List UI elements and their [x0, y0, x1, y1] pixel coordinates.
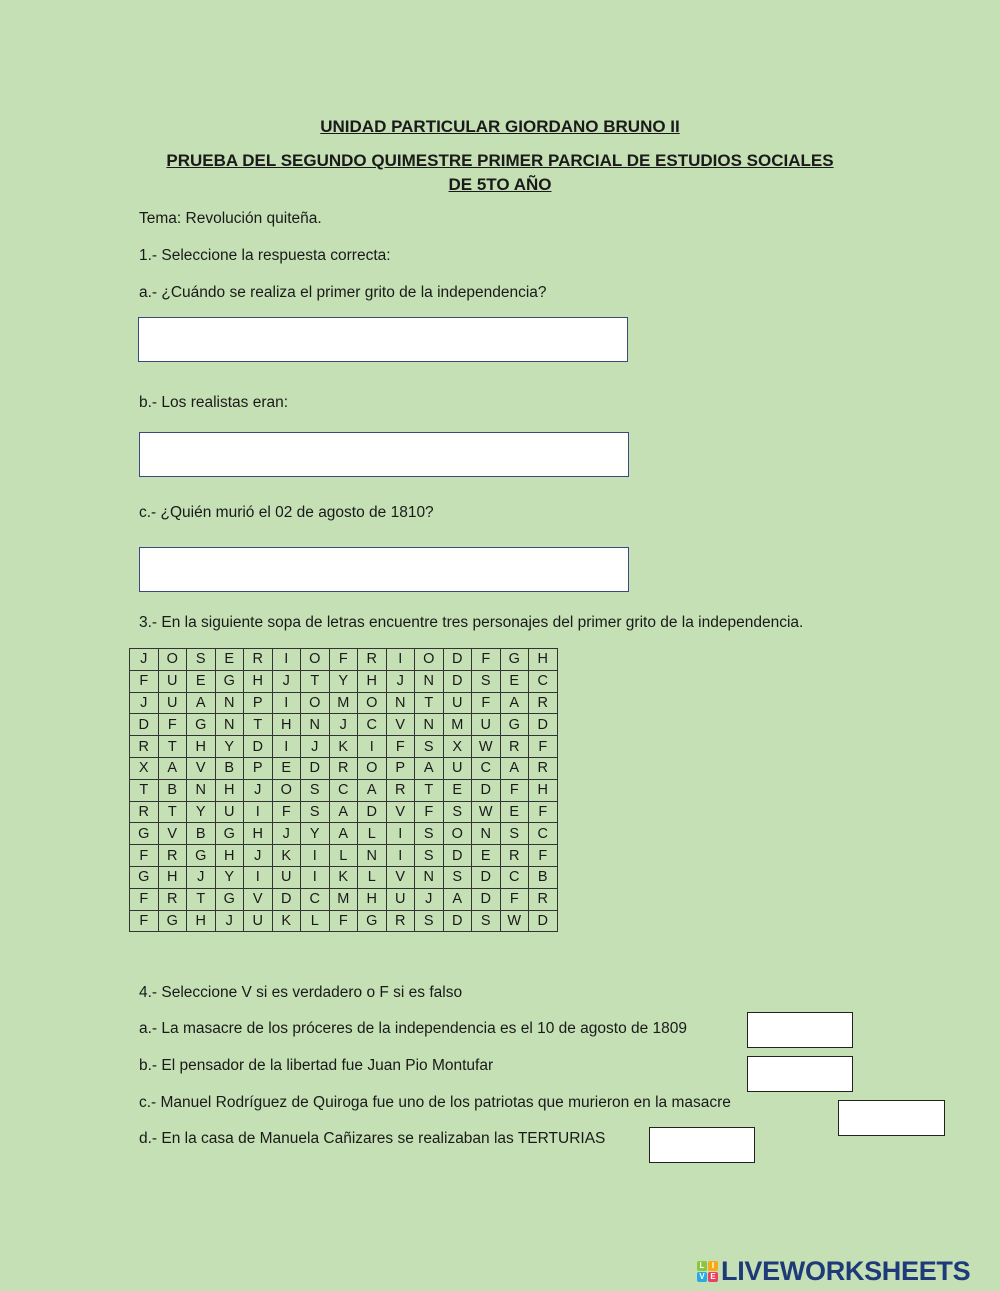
grid-cell[interactable]: H [158, 866, 187, 888]
grid-cell[interactable]: A [500, 692, 529, 714]
grid-cell[interactable]: Y [187, 801, 216, 823]
grid-cell[interactable]: J [244, 779, 273, 801]
grid-cell[interactable]: L [329, 845, 358, 867]
grid-cell[interactable]: Y [329, 670, 358, 692]
grid-cell[interactable]: T [187, 888, 216, 910]
grid-cell[interactable]: N [215, 714, 244, 736]
grid-cell[interactable]: F [415, 801, 444, 823]
grid-cell[interactable]: D [529, 910, 558, 932]
grid-cell[interactable]: C [329, 779, 358, 801]
statement-d: d.- En la casa de Manuela Cañizares se realizaban las TERTURIAS [139, 1130, 606, 1147]
grid-cell[interactable]: F [130, 845, 159, 867]
grid-cell[interactable]: L [301, 910, 330, 932]
grid-cell[interactable]: G [130, 866, 159, 888]
grid-cell[interactable]: F [158, 714, 187, 736]
grid-cell[interactable]: J [272, 823, 301, 845]
grid-cell[interactable]: U [472, 714, 501, 736]
grid-cell[interactable]: H [187, 736, 216, 758]
logo-letter-v: V [697, 1272, 707, 1282]
grid-cell[interactable]: T [130, 779, 159, 801]
grid-cell[interactable]: T [158, 801, 187, 823]
grid-cell[interactable]: F [500, 888, 529, 910]
grid-cell[interactable]: R [500, 736, 529, 758]
grid-cell[interactable]: T [158, 736, 187, 758]
grid-cell[interactable]: V [386, 714, 415, 736]
grid-row [130, 692, 558, 714]
grid-cell[interactable]: E [500, 801, 529, 823]
grid-cell[interactable]: A [500, 757, 529, 779]
grid-cell[interactable]: J [386, 670, 415, 692]
grid-cell[interactable]: H [244, 823, 273, 845]
grid-cell[interactable]: I [272, 736, 301, 758]
grid-row [130, 779, 558, 801]
grid-cell[interactable]: U [443, 757, 472, 779]
grid-cell[interactable]: C [529, 823, 558, 845]
grid-cell[interactable]: I [272, 692, 301, 714]
grid-cell[interactable]: U [386, 888, 415, 910]
grid-cell[interactable]: K [329, 866, 358, 888]
grid-cell[interactable]: U [215, 801, 244, 823]
grid-cell[interactable]: E [472, 845, 501, 867]
grid-cell[interactable]: V [386, 801, 415, 823]
logo-text: LIVEWORKSHEETS [721, 1256, 971, 1286]
grid-cell[interactable]: C [529, 670, 558, 692]
grid-cell[interactable]: I [301, 866, 330, 888]
grid-cell[interactable]: H [244, 670, 273, 692]
grid-cell[interactable]: R [329, 757, 358, 779]
grid-cell[interactable]: J [272, 670, 301, 692]
grid-cell[interactable]: H [529, 649, 558, 671]
word-search-grid[interactable] [129, 648, 558, 932]
answer-input-c[interactable] [139, 547, 629, 592]
grid-cell[interactable]: N [301, 714, 330, 736]
grid-cell[interactable]: X [130, 757, 159, 779]
logo-icon [697, 1261, 718, 1282]
grid-cell[interactable]: H [215, 845, 244, 867]
logo-letter-e: E [708, 1272, 718, 1282]
grid-cell[interactable]: I [272, 649, 301, 671]
grid-cell[interactable]: F [529, 801, 558, 823]
grid-cell[interactable]: F [329, 910, 358, 932]
grid-cell[interactable]: R [130, 801, 159, 823]
grid-cell[interactable]: S [415, 823, 444, 845]
statement-a: a.- La masacre de los próceres de la independencia es el 10 de agosto de 1809 [139, 1020, 688, 1037]
grid-cell[interactable]: B [158, 779, 187, 801]
grid-cell[interactable]: D [472, 866, 501, 888]
grid-cell[interactable]: D [443, 845, 472, 867]
grid-cell[interactable]: N [472, 823, 501, 845]
grid-cell[interactable]: U [244, 910, 273, 932]
grid-cell[interactable]: F [529, 845, 558, 867]
grid-cell[interactable]: J [215, 910, 244, 932]
grid-row [130, 823, 558, 845]
grid-cell[interactable]: P [244, 692, 273, 714]
grid-cell[interactable]: N [215, 692, 244, 714]
grid-cell[interactable]: T [301, 670, 330, 692]
section3-instruction: 3.- En la siguiente sopa de letras encuentre tres personajes del primer grito de la independencia. [139, 614, 804, 631]
grid-row [130, 866, 558, 888]
grid-cell[interactable]: R [386, 910, 415, 932]
grid-cell[interactable]: R [500, 845, 529, 867]
grid-row [130, 801, 558, 823]
question-c: c.- ¿Quién murió el 02 de agosto de 1810? [139, 504, 434, 521]
question-b: b.- Los realistas eran: [139, 394, 289, 411]
grid-row [130, 714, 558, 736]
grid-cell[interactable]: V [386, 866, 415, 888]
grid-cell[interactable]: B [215, 757, 244, 779]
question-a: a.- ¿Cuándo se realiza el primer grito de la independencia? [139, 284, 547, 301]
grid-cell[interactable]: S [415, 910, 444, 932]
exam-title-line2: DE 5TO AÑO [448, 175, 552, 194]
grid-cell[interactable]: I [386, 845, 415, 867]
grid-cell[interactable]: F [130, 670, 159, 692]
grid-cell[interactable]: S [472, 910, 501, 932]
grid-cell[interactable]: M [443, 714, 472, 736]
grid-cell[interactable]: Y [301, 823, 330, 845]
grid-cell[interactable]: R [529, 757, 558, 779]
grid-cell[interactable]: N [415, 670, 444, 692]
answer-input-a[interactable] [138, 317, 628, 362]
grid-cell[interactable]: N [187, 779, 216, 801]
grid-cell[interactable]: N [386, 692, 415, 714]
tf-input-a[interactable] [747, 1012, 853, 1048]
grid-cell[interactable]: S [472, 670, 501, 692]
grid-cell[interactable]: I [358, 736, 387, 758]
grid-cell[interactable]: A [187, 692, 216, 714]
grid-cell[interactable]: T [415, 692, 444, 714]
grid-cell[interactable]: B [529, 866, 558, 888]
grid-cell[interactable]: S [415, 736, 444, 758]
grid-cell[interactable]: H [215, 779, 244, 801]
grid-cell[interactable]: O [358, 757, 387, 779]
grid-cell[interactable]: O [301, 649, 330, 671]
grid-cell[interactable]: O [443, 823, 472, 845]
grid-row [130, 649, 558, 671]
grid-cell[interactable]: U [158, 670, 187, 692]
grid-cell[interactable]: O [158, 649, 187, 671]
grid-cell[interactable]: D [272, 888, 301, 910]
section1-instruction: 1.- Seleccione la respuesta correcta: [139, 247, 391, 264]
grid-cell[interactable]: J [301, 736, 330, 758]
grid-cell[interactable]: C [472, 757, 501, 779]
grid-cell[interactable]: F [529, 736, 558, 758]
grid-cell[interactable]: N [415, 714, 444, 736]
grid-cell[interactable]: A [329, 801, 358, 823]
grid-cell[interactable]: F [272, 801, 301, 823]
topic-label: Tema: Revolución quiteña. [139, 210, 322, 227]
grid-cell[interactable]: S [187, 649, 216, 671]
logo-letter-i: I [708, 1261, 718, 1271]
grid-cell[interactable]: W [500, 910, 529, 932]
statement-c: c.- Manuel Rodríguez de Quiroga fue uno de los patriotas que murieron en la masacre [139, 1094, 731, 1111]
grid-cell[interactable]: G [130, 823, 159, 845]
grid-cell[interactable]: D [443, 670, 472, 692]
grid-cell[interactable]: G [500, 714, 529, 736]
grid-cell[interactable]: M [329, 692, 358, 714]
grid-cell[interactable]: H [358, 670, 387, 692]
grid-cell[interactable]: R [529, 888, 558, 910]
grid-cell[interactable]: E [443, 779, 472, 801]
grid-cell[interactable]: G [358, 910, 387, 932]
grid-cell[interactable]: I [386, 649, 415, 671]
grid-cell[interactable]: D [443, 910, 472, 932]
grid-cell[interactable]: I [386, 823, 415, 845]
grid-cell[interactable]: G [158, 910, 187, 932]
grid-cell[interactable]: R [386, 779, 415, 801]
grid-cell[interactable]: V [158, 823, 187, 845]
grid-row [130, 888, 558, 910]
grid-cell[interactable]: S [443, 866, 472, 888]
grid-cell[interactable]: N [415, 866, 444, 888]
grid-row [130, 910, 558, 932]
grid-cell[interactable]: C [358, 714, 387, 736]
grid-cell[interactable]: H [187, 910, 216, 932]
grid-cell[interactable]: S [443, 801, 472, 823]
grid-cell[interactable]: J [244, 845, 273, 867]
grid-cell[interactable]: I [301, 845, 330, 867]
grid-cell[interactable]: J [329, 714, 358, 736]
grid-row [130, 845, 558, 867]
grid-cell[interactable]: K [329, 736, 358, 758]
grid-row [130, 736, 558, 758]
grid-cell[interactable]: A [358, 779, 387, 801]
school-title: UNIDAD PARTICULAR GIORDANO BRUNO II [320, 117, 680, 136]
grid-cell[interactable]: F [472, 692, 501, 714]
grid-cell[interactable]: R [529, 692, 558, 714]
grid-cell[interactable]: L [358, 866, 387, 888]
liveworksheets-logo [697, 1256, 970, 1287]
grid-cell[interactable]: F [130, 910, 159, 932]
grid-cell[interactable]: S [500, 823, 529, 845]
grid-cell[interactable]: V [244, 888, 273, 910]
grid-cell[interactable]: G [187, 714, 216, 736]
grid-cell[interactable]: S [301, 779, 330, 801]
grid-cell[interactable]: A [415, 757, 444, 779]
grid-cell[interactable]: G [215, 670, 244, 692]
grid-cell[interactable]: F [500, 779, 529, 801]
grid-cell[interactable]: X [443, 736, 472, 758]
grid-cell[interactable]: R [244, 649, 273, 671]
grid-cell[interactable]: G [215, 823, 244, 845]
grid-cell[interactable]: G [215, 888, 244, 910]
grid-cell[interactable]: F [130, 888, 159, 910]
grid-cell[interactable]: O [358, 692, 387, 714]
grid-cell[interactable]: J [130, 692, 159, 714]
grid-cell[interactable]: V [187, 757, 216, 779]
grid-cell[interactable]: S [301, 801, 330, 823]
exam-title-line1: PRUEBA DEL SEGUNDO QUIMESTRE PRIMER PARCIAL DE ESTUDIOS SOCIALES [166, 151, 834, 170]
grid-cell[interactable]: F [329, 649, 358, 671]
grid-cell[interactable]: I [244, 801, 273, 823]
grid-cell[interactable]: Y [215, 866, 244, 888]
grid-cell[interactable]: K [272, 845, 301, 867]
grid-cell[interactable]: F [472, 649, 501, 671]
grid-cell[interactable]: D [358, 801, 387, 823]
answer-input-b[interactable] [139, 432, 629, 477]
grid-cell[interactable]: M [329, 888, 358, 910]
grid-cell[interactable]: Y [215, 736, 244, 758]
tf-input-d[interactable] [649, 1127, 755, 1163]
tf-input-b[interactable] [747, 1056, 853, 1092]
grid-cell[interactable]: R [158, 845, 187, 867]
grid-cell[interactable]: G [187, 845, 216, 867]
grid-cell[interactable]: O [272, 779, 301, 801]
grid-cell[interactable]: J [187, 866, 216, 888]
grid-cell[interactable]: S [415, 845, 444, 867]
grid-cell[interactable]: E [187, 670, 216, 692]
grid-cell[interactable]: U [158, 692, 187, 714]
grid-cell[interactable]: C [500, 866, 529, 888]
grid-cell[interactable]: P [386, 757, 415, 779]
grid-cell[interactable]: O [415, 649, 444, 671]
grid-cell[interactable]: N [358, 845, 387, 867]
grid-row [130, 670, 558, 692]
grid-cell[interactable]: D [472, 888, 501, 910]
grid-cell[interactable]: R [130, 736, 159, 758]
grid-cell[interactable]: J [415, 888, 444, 910]
grid-cell[interactable]: I [244, 866, 273, 888]
grid-cell[interactable]: F [386, 736, 415, 758]
grid-cell[interactable]: C [301, 888, 330, 910]
grid-cell[interactable]: D [244, 736, 273, 758]
grid-cell[interactable]: G [500, 649, 529, 671]
grid-cell[interactable]: E [272, 757, 301, 779]
grid-cell[interactable]: E [500, 670, 529, 692]
grid-cell[interactable]: K [272, 910, 301, 932]
grid-cell[interactable]: O [301, 692, 330, 714]
grid-cell[interactable]: D [472, 779, 501, 801]
logo-letter-l: L [697, 1261, 707, 1271]
grid-cell[interactable]: R [358, 649, 387, 671]
grid-cell[interactable]: R [158, 888, 187, 910]
tf-input-c[interactable] [838, 1100, 945, 1136]
grid-cell[interactable]: A [443, 888, 472, 910]
grid-cell[interactable]: D [130, 714, 159, 736]
grid-cell[interactable]: T [415, 779, 444, 801]
grid-cell[interactable]: T [244, 714, 273, 736]
grid-cell[interactable]: L [358, 823, 387, 845]
grid-cell[interactable]: D [529, 714, 558, 736]
grid-cell[interactable]: E [215, 649, 244, 671]
grid-cell[interactable]: J [130, 649, 159, 671]
grid-cell[interactable]: H [358, 888, 387, 910]
grid-cell[interactable]: A [158, 757, 187, 779]
grid-cell[interactable]: U [272, 866, 301, 888]
grid-cell[interactable]: D [301, 757, 330, 779]
grid-cell[interactable]: H [529, 779, 558, 801]
grid-cell[interactable]: P [244, 757, 273, 779]
grid-row [130, 757, 558, 779]
grid-cell[interactable]: D [443, 649, 472, 671]
grid-cell[interactable]: A [329, 823, 358, 845]
grid-cell[interactable]: W [472, 736, 501, 758]
grid-cell[interactable]: U [443, 692, 472, 714]
statement-b: b.- El pensador de la libertad fue Juan Pio Montufar [139, 1057, 494, 1074]
grid-cell[interactable]: B [187, 823, 216, 845]
grid-cell[interactable]: H [272, 714, 301, 736]
section4-instruction: 4.- Seleccione V si es verdadero o F si es falso [139, 984, 463, 1001]
grid-cell[interactable]: W [472, 801, 501, 823]
